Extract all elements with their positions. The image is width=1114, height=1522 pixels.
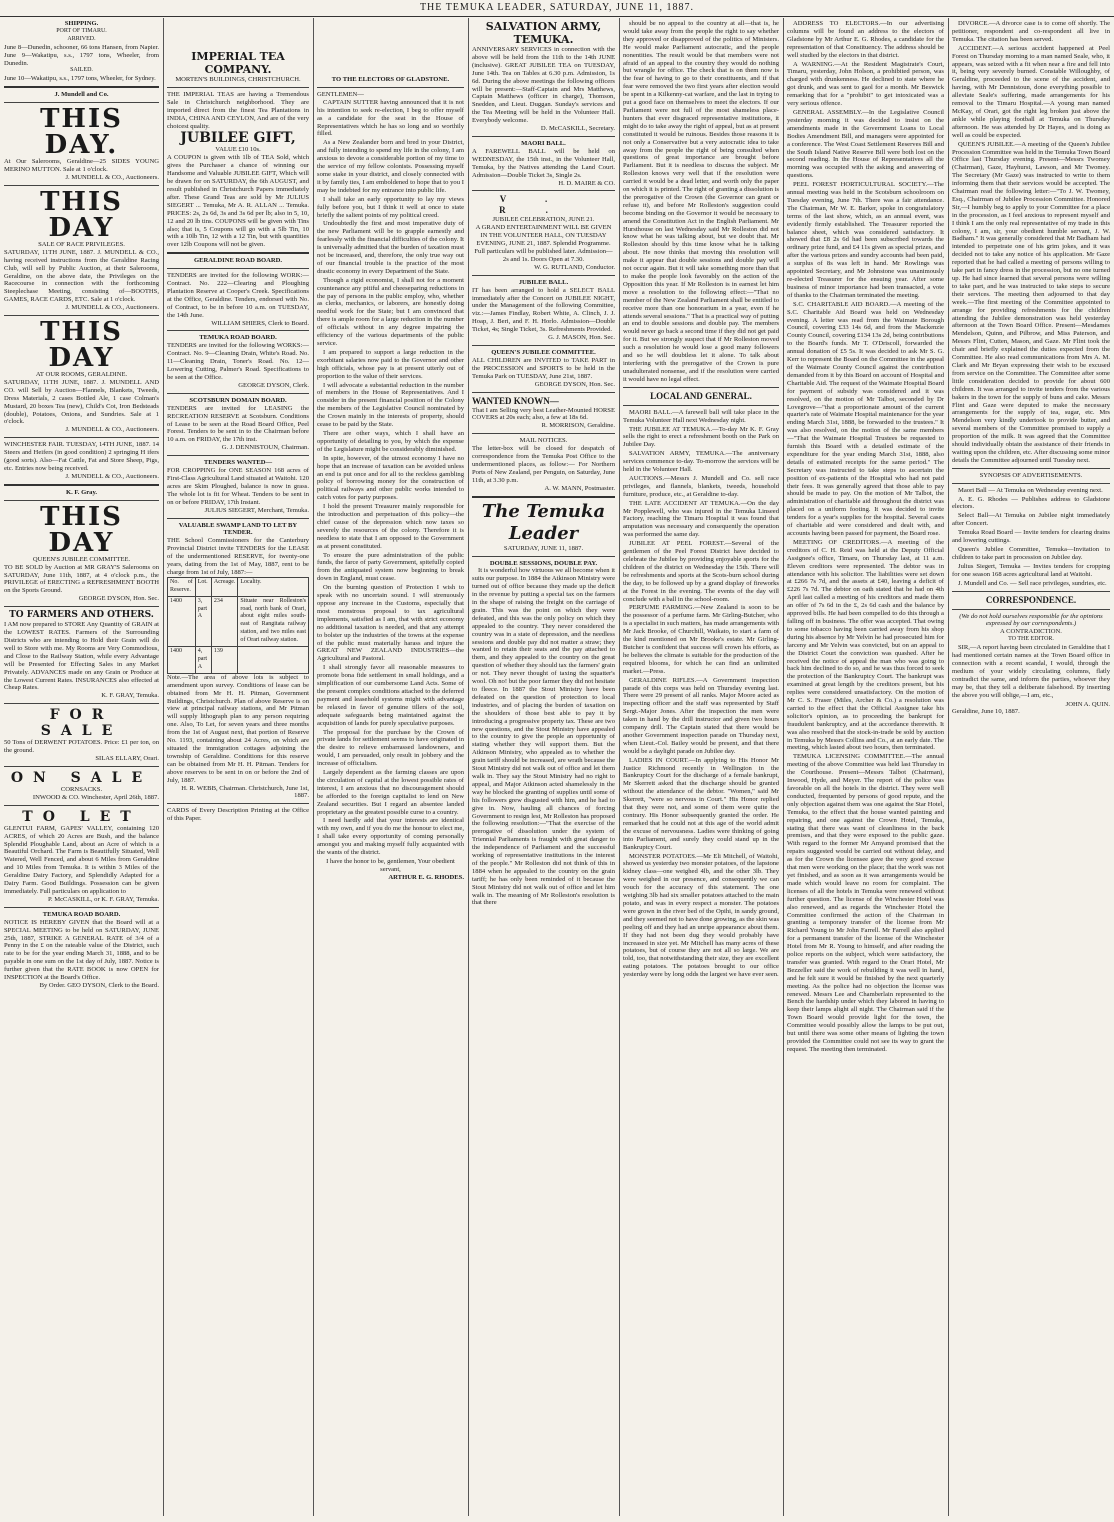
ad-body: ANNIVERSARY SERVICES in connection with the above will be held from the 11th to the 14th JUNE (inclusive). GREAT JUBILEE TEA on TUESDAY, June 14th. Tea on Tables at 6.30 p.m. Admission, 1s 6d. During the above meetings the following officers will be present:—Staff-Captain and Mrs Matthews, Captain Matthews (officer in charge), Thomson, Snedden, and Lieut. Duggan. Sunday's services and the Tea Meeting will be held in the Volunteer Hall. Everybody welcome. xyxy=(472,46,615,125)
ad-body: TENDERS are invited for the following WORK:— Contract. No. 222—Clearing and Ploughing Plantation Reserve at Cooper's Creek. Specifications at the Office, Geraldine. Tenders, endorsed with No. of Contract, to be in before 10 a.m. on TUESDAY, the 14th June. xyxy=(167,272,309,319)
ad-monogram: V. R. xyxy=(499,194,588,216)
table-header-cell: Acreage. xyxy=(211,577,237,596)
ad-headline: QUEEN'S JUBILEE COMMITTEE. xyxy=(491,349,596,356)
ad-headline: THIS DAY. xyxy=(40,104,123,161)
editorial-paragraph: should be no appeal to the country at all—that is, he would take away from the people the right to say whether they approved or disapproved of the politics of Ministers. He would make Parliament autocratic, and the people nonentities. The result would be that members were not afraid of an appeal to the country they would do nothing but wrangle for office. The check that is on them now is the fear of having to go to their constituents, and if that fear were removed the two first years after election would be spent in a Kilkenny-cat warfare, and the last in trying to put a good face on themselves to meet the electors. If our Parliament were not full of the most shameless place-hunters that ever disgraced representative institutions, it might do to take away the right of appeal, but as at present constituted it would be ruinous. Besides those reasons it is not only a Conservative but a very autocratic idea to take away from the people the right of being consulted when questions of great importance are brought before Parliament. But it is needless to discuss the subject. Mr Rolleston knows very well that if the resolution were carried it would be a dead letter, and worth only the paper on which it is printed. The right of granting a dissolution is the prerogative of the Crown (the Governor can grant or refuse it), and before Mr Rolleston's suggestion could become binding on the Governor it would be necessary to amend the Constitution Act in the English Parliament. Mr Hursthouse on last Wednesday said Mr Rolleston did not know what he was talking about, but we doubt that. Mr Rolleston should by this time know what he is talking about. He now thinks that moving this resolution will make it appear that double sessions and double pay will not occur again. But it will take something more than that to make the people look favorably on the action of the Opposition this year. If Mr Rolleston is in earnest let him move a resolution to the following effect:—"That no member of the New Zealand Parliament shall be entitled to receive more than one honorarium in a year, even if he attends several sessions." That is a practical way of putting an end to double sessions and double pay. The members would never go back a second time if they did not get paid for it. But we strongly suspect that if Mr Rolleston moved such a resolution he would lose a good many followers and so he will doubtless let it alone. To talk about interfering with the prerogative of the Crown is pure unadulterated nonsense, and if the resolution were carried it would have no legal effect. xyxy=(623,20,779,383)
ad-signature: INWOOD & CO. Winchester, April 26th, 1887. xyxy=(32,793,159,801)
ad-body: The letter-box will be closed for despatch of correspondence from the Temuka Post Office to the undermentioned places, as follow:— For Northern Ports of New Zealand, per Penguin, on Saturday, June 11th, at 3.30 p.m. xyxy=(472,445,615,484)
ad-signature: JULIUS SIEGERT, Merchant, Temuka. xyxy=(204,506,309,514)
ad-signature: G. J. DENNISTOUN, Chairman. xyxy=(221,444,309,452)
address-paragraph: Though a rigid economist, I shall not for a moment countenance any pitiful and cheeseparing reductions in the pay of persons in the public employ, who, whether as clerks, mechanics, or laborers, are honestly doing needful work for the State; but I am convinced that there is ample room for a large reduction in the number of officials without in any degree impairing the efficiency of the various departments of the public service. xyxy=(317,276,464,347)
ad-headline: THIS DAY xyxy=(40,317,123,374)
ad-signature: H. D. MAIRE & CO. xyxy=(558,179,615,187)
sailed-list: June 10—Wakatipu, s.s., 1797 tons, Wheeler, for Sydney. xyxy=(4,75,156,83)
ad-subheading: AT OUR ROOMS, GERALDINE. xyxy=(35,371,128,379)
ad-headline: THIS DAY xyxy=(40,186,123,243)
address-paragraph: The proposal for the purchase by the Crown of private lands for settlement seems to have originated in the desire to relieve embarrassed landowners, and would, I am persuaded, only result in jobbery and the increase of officialism. xyxy=(317,728,464,768)
editorial-heading: DOUBLE SESSIONS, DOUBLE PAY. xyxy=(489,559,598,567)
correspondence-heading: CORRESPONDENCE. xyxy=(985,594,1077,605)
ad-signature: G. J. MASON, Hon. Sec. xyxy=(548,334,615,342)
ad-headline: JUBILEE CELEBRATION, JUNE 21. xyxy=(492,216,595,224)
ad-signature: K. F. GRAY, Temuka. xyxy=(101,692,159,700)
news-item: PEEL FOREST HORTICULTURAL SOCIETY.—The annual meeting was held in the Scotsburn schoolroom on Tuesday evening, June 7th. There was a fair attendance. The Chairman, Mr W. E. Barker, spoke in congratulatory terms of the last show, which, as an annual event, was evidently firmly established. The Treasurer reported the balance sheet, which was considered satisfactory. It showed that £8 2s 6d had been subscribed towards the ordinary prize fund, and £4 11s given as special prizes, and after the various prizes and sundry accounts had been paid, a surplus of 8s was left in hand. Mr Rowlings was appointed Secretary, and Mr Johnstone was unanimously re-elected Treasurer for the ensuing year. After some business of minor importance had been transacted, a vote of thanks to the Chairman terminated the meeting. xyxy=(787,181,944,299)
ad-headline: TEMUKA ROAD BOARD. xyxy=(199,334,277,342)
correspondence-note: (We do not hold ourselves responsible for the opinions expressed by our correspondents.) xyxy=(959,612,1103,628)
news-item: ADDRESS TO ELECTORS.—In our advertising columns will be found an address to the electors of Gladstone by Mr Arthur E. G. Rhodes, a candidate for the representation of that Constituency. The address should be well studied by the electors in that district. xyxy=(787,20,944,59)
paper-title: The Temuka Leader xyxy=(481,500,606,544)
ad-body: A GRAND ENTERTAINMENT WILL BE GIVEN IN THE VOLUNTEER HALL, ON TUESDAY EVENING, JUNE 21, 1887. Splendid Programme. Full particulars will be published later. Admission—2s and 1s. Doors Open at 7.30. xyxy=(474,224,613,263)
table-cell: 234 xyxy=(211,596,237,646)
table-cell: 139 xyxy=(211,647,237,674)
news-item: QUEEN'S JUBILEE.—A meeting of the Queen's Jubilee Procession Committee was held in the Temuka Town Board Office last Thursday evening. Present—Messrs Twomey (Chairman), Gaze, Hayhurst, Lawson, and Mr Twomey. The Secretary (Mr Gaze) was instructed to write to them informing them that their services would be accepted. The Chairman read the following letter:—"To J. W. Twomey, Esq., Chairman of Jubilee Procession Committee. Honored Sir,—I humbly beg to apply to your Committee for a place in the procession, as I feel anxious to represent myself and I think I am the only real representative of my trade in this colony, I am, sir, your obedient humble servant, J. W. Badham." It was generally considered that Mr Badham had intended to perpetrate one of his grim jokes, and it was decided not to take any notice of his application. Mr Gaze reported that he had called a meeting of persons willing to take part in fancy dress in the procession, but no one turned up. He had since learned that several persons were willing to take part, and he was instructed to take steps to secure their services. The meeting then adjourned to that day week.—The first meeting of the Committee appointed to arrange for providing refreshments for the children attending the Jubilee demonstration was held yesterday afternoon at the Town Board Office. Present—Mesdames Mendelson, Quinn, and Pilbrow, and Miss Paterson, and Messrs Flint, Cutten, Mason, and Gaze. Mr Flint took the chair and briefly explained the duties expected from the Committee. He also read communications from Mrs A. M. Clark and Mr Bryan expressing their wish to be excused from service on the Committee. The Committee after some little consideration decided to provide for about 600 children. It was arranged to invite tenders from the various bakers in the town for the supply of buns and cake. Messrs Flint and Gaze were deputed to make the necessary arrangements for the supply of tea, sugar, etc. Mrs Mendelson very kindly undertook to provide butter, and several members of the Committee promised to supply a proportion of the milk. It was agreed that the Committee should individually obtain the assistance of their friends in waiting upon the children, etc. After discussing some minor details the Committee adjourned until Tuesday next. xyxy=(952,140,1110,464)
ad-headline: WANTED KNOWN— xyxy=(472,395,559,406)
synopsis-item: Select Ball—At Temuka on Jubilee night immediately after Concert. xyxy=(952,512,1110,528)
ad-subheading: MORTEN'S BUILDINGS, CHRISTCHURCH. xyxy=(175,76,301,83)
ad-headline: MAIL NOTICES. xyxy=(519,437,568,445)
ad-body: IT has been arranged to hold a SELECT BALL immediately after the Concert on JUBILEE NIGHT, under the Management of the following Committee, viz.:—James Findlay, Robert White, A. Clinch, J. J. Hoap, J. Beri, and F. H. Horlo. Admission—Double Ticket, 4s; Single Ticket, 3s. Refreshments Provided. xyxy=(472,286,615,334)
port-heading: PORT OF TIMARU. xyxy=(56,27,107,34)
ad-body: CARDS of Every Description Printing at the Office of this Paper. xyxy=(167,807,309,823)
table-row xyxy=(168,596,309,646)
letter-date: Geraldine, June 10, 1887. xyxy=(952,708,1020,716)
table-cell: 1400 xyxy=(168,596,196,646)
ad-headline: SCOTSBURN DOMAIN BOARD. xyxy=(189,396,287,404)
ad-signature: J. MUNDELL & CO., Auctioneers. xyxy=(65,173,159,181)
address-paragraph: As a New Zealander born and bred in your District, and fully intending to spend my life in the colony, I am anxious to devote a considerable portion of my time to the service of my fellow colonists. Possessing myself some stake in your district, and closely connected with it by family ties, I am emboldened to hope that to you I may be indebted for my entrance into public life. xyxy=(317,139,464,194)
ad-signature: By Order. GEO DYSON, Clerk to the Board. xyxy=(39,981,159,989)
address-paragraph: Undoubtedly the first and most imperative duty of the new Parliament will be to grapple earnestly and fearlessly with the financial difficulties of the colony. It is universally admitted that the burden of taxation must not be increased, and, therefore, the only true way out of our financial trouble is the practice of the most drastic economy in every Department of the State. xyxy=(317,220,464,275)
news-item: GENERAL ASSEMBLY.—In the Legislative Council yesterday morning it was decided to insist on the amendments made in the Government Loans to Local Bodies Amendment Bill, and managers were appointed for a conference. The West Coast Settlement Reserves Bill and the South Island Native Reserve Bill were both lost on the second reading. In the House of Representatives all the morning was occupied with the asking and answering of questions. xyxy=(787,108,944,180)
ad-headline: TO LET xyxy=(22,808,141,825)
ad-auctioneer-name: J. Mundell and Co. xyxy=(54,91,109,99)
news-item: PERFUME FARMING.—New Zealand is soon to be the possessor of a perfume farm. Mr Girling-Butcher, who is a specialist in such matters, has made arrangements with Mr Jack Brooke, of Churchill, Waikato, to start a farm of the kind mentioned on Mr Brooke's estate. Mr Girling-Butcher is confident that success will crown his efforts, as he believes the climate is suitable for the production of the required blooms, for which he can find an unlimited market.—Press. xyxy=(623,604,779,675)
address-paragraph: CAPTAIN SUTTER having announced that it is not his intention to seek re-election, I beg to offer myself as a candidate for the seat in the House of Representatives which he has so long and so worthily filled. xyxy=(317,98,464,138)
ad-signature: GEORGE DYSON, Clerk. xyxy=(238,381,309,389)
column-7 xyxy=(948,18,1114,1516)
address-paragraph: Largely dependent as the farming classes are upon the circulation of capital at the lowest possible rates of interest, I am anxious that no discouragement should be afforded to the foreign capitalist to lend on New Zealand securities. But I regard an absentee landed proprietary as the greatest possible curse to a country. xyxy=(317,769,464,816)
address-paragraph: In spite, however, of the utmost economy I have no hope that an increase of taxation can be avoided unless an end is put once and for all to the reckless gambling policy of borrowing money for the construction of political railways and other public works intended to catch votes for party purposes. xyxy=(317,454,464,502)
ad-signature: GEORGE DYSON, Hon. Sec. xyxy=(78,595,159,603)
news-item: TEMUKA LICENSING COMMITTEE.—The annual meeting of the above Committee was held last Thursday in the Courthouse. Present—Messrs Talbot (Chairman), Inwood, Hyde, and Meyer. The report of the police was favorable on all the hotels in the district. They were well conducted, frequented by persons of good repute, and the only objection against them was one against the Star Hotel, Temuka, to the effect that the house wanted painting and repairing, and one against the Crown Hotel, Temuka, stating that there was want of cleanliness in the back premises, and that they were exposed to the public gaze. With regard to the former Mr Amyand promised that the repairs suggested would be carried out without delay, and as for the Crown the licensee gave the very good excuse that men were working on the place; that the work was not yet finished, and as soon as it was arrangements would be made which would leave no room for complaint. The licenses of all the hotels in Temuka were renewed without further question. The license of the Winchester Hotel was also renewed, and as regards the Winchester Hotel the Committee confirmed the action of the Chairman in granting a temporary transfer of the license from Mr Richard Young to Mr John Farrell. Mr Farrell also applied for a permanent transfer of the license of the Winchester Hotel from Mr R. Young to himself, and after reading the police reports on the subject, which were satisfactory, the transfer was granted. With regard to the Orari Hotel, Mr Bezzeller said the work of rebuilding it was well in hand, and he felt sure it would be finished by the next quarterly meeting. As the police had no objection the license was renewed. Messrs Lee and Chamberlain represented to the Bench the hardship under which they labored in having to keep their lamps alight all night. The Chairman said if the Town Board would provide light for the town, the Committee would possibly allow the lamps to be put out, but until there was some other means of lighting the town provided the Committee could not see its way to grant the request. The meeting then terminated. xyxy=(787,753,944,1053)
table-cell: 4, part A xyxy=(195,647,211,674)
ad-signature: W. G. RUTLAND, Conductor. xyxy=(534,263,615,271)
ad-signature: A. W. MANN, Postmaster. xyxy=(544,484,615,492)
table-cell: Situate near Rolleston's road, north bank of Orari, about eight miles south-east of Rangitata railway station, and two miles east of Orari railway station. xyxy=(238,596,309,646)
column-2 xyxy=(163,18,313,1516)
table-header-cell: No. of Reserve. xyxy=(168,577,196,596)
address-paragraph: On the burning question of Protection I wish to speak with no uncertain sound. I will strenuously oppose any increase in the Customs, especially that most monstrous proposal to tax agricultural implements, satisfied as I am, that with strict economy no additional taxation is needed, and that any attempt to bolster up the industries of the towns at the expense of the public must materially harass and injure the GREAT NEW ZEALAND INDUSTRIES—the Agricultural and Pastoral. xyxy=(317,584,464,663)
letter-signature: JOHN A. QUIN. xyxy=(1065,700,1110,708)
ad-headline: MAORI BALL. xyxy=(521,139,566,147)
news-item: MEETING OF CREDITORS.—A meeting of the creditors of C. H. Reid was held at the Deputy Official Assignee's office, Timaru, on Thursday last, at 11 a.m. Eleven creditors were represented. The debtor was in attendance with his solicitor. The liabilities were set down at £266 7s 7d, and the assets at £40, leaving a deficit of £226 7s 7d. The debtor on oath stated that he had on 4th April last called a meeting of his creditors and made them an offer of 7s 6d in the £, 2s 6d cash and the balance by approved bills. He had been compelled to do this through a falling off in business. The offer was accepted. That owing to some tobacco having been carried away from his shop during his absence by Mr Yelvin he had prosecuted him for larceny and Mr Yelvin was convicted, but on an appeal to the District Court the conviction was quashed. After he received the notice of appeal the man who was going to back him declined to do so, and he was thus forced to seek the protection of the Bankruptcy Court. The bankrupt was examined at great length by the creditors present, but his replies were considered unsatisfactory. On the motion of Mr C. S. Fraser (Miles, Archer & Co.) a resolution was carried to the effect that the Official Assignee take his solicitor's opinion, as to proceeding the bankrupt for fraudulent bankruptcy, and at the accordance therewith. It was also resolved that the stock-in-trade be sold by auction in Temuka by Messrs Collins and Co., at an early date. The meeting, which lasted about two hours, then terminated. xyxy=(787,538,944,752)
ad-body: THE IMPERIAL TEAS are having a Tremendous Sale in Christchurch neighborhood. They are imported direct from the finest Tea Plantations in INDIA, CHINA AND CEYLON, And are of the very choicest quality. xyxy=(167,90,309,130)
address-heading: TO THE ELECTORS OF GLADSTONE. xyxy=(331,76,450,83)
ad-headline: JUBILEE BALL. xyxy=(518,278,569,286)
arrived-heading: ARRIVED. xyxy=(67,35,96,42)
ad-signature: GEORGE DYSON, Hon. Sec. xyxy=(534,380,615,388)
table-header-cell: Locality. xyxy=(238,577,309,596)
synopsis-item: Julius Siegert, Temuka — Invites tenders for cropping for one season 168 acres agricultural land at Waitohi. xyxy=(952,562,1110,578)
table-cell xyxy=(238,647,309,674)
news-item: ACCIDENT.—A serious accident happened at Peel Forest on Thursday morning to a man named Seale, who, it appears, was seized with a fit when near a fire and fell into it, being very severely burned. Constable Willoughby, of Geraldine, proceeded to the scene of the accident, and having, with Mr Dennistoun, done everything possible to alleviate Seale's suffering, made arrangements for his removal to the Timaru Hospital.—A young man named McKay, of Orari, got the right leg broken just above the ankle while playing football at Temuka on Thursday afternoon. He was attended by Dr Hayes, and is doing as well as could be expected. xyxy=(952,44,1110,139)
ad-headline: FOR SALE xyxy=(40,707,123,740)
synopsis-item: Temuka Road Board — Invite tenders for clearing drains and lowering cuttings. xyxy=(952,529,1110,545)
ad-signature: D. McCASKILL, Secretary. xyxy=(540,125,615,133)
ad-body: CORNSACKS. xyxy=(60,785,103,793)
ad-headline: TENDERS WANTED— xyxy=(203,459,273,467)
ad-body: THE School Commissioners for the Canterbury Provincial District invite TENDERS for the LEASE of the undermentioned RESERVE, for twenty-one years, dating from the 1st of May, 1887, rent to be charge from 1st of July, 1887:— xyxy=(167,537,309,576)
address-paragraph: I am prepared to support a large reduction in the exorbitant salaries now paid to the Governor and other high officials, whose pay is at present utterly out of proportion to the value of their services. xyxy=(317,348,464,380)
news-item: DIVORCE.—A divorce case is to come off shortly. The petitioner, respondent and co-respondent all live in Temuka. The citation has been served. xyxy=(952,20,1110,43)
masthead: THE TEMUKA LEADER, SATURDAY, JUNE 11, 1887. xyxy=(0,0,1114,17)
ad-signature: SILAS ELLARY, Orari. xyxy=(95,755,159,763)
column-3 xyxy=(313,18,468,1516)
synopsis-item: Maori Ball — At Temuka on Wednesday evening next. xyxy=(958,486,1103,494)
news-item: LADIES IN COURT.—In applying to His Honor Mr Justice Richmond recently in Wellington in the Bankruptcy Court for the discharge of a female bankrupt, Mr Skerrett asked that the discharge should be granted without the attendance of the debtor. "Women," said Mr Skerrett, "were so nervous in Court." His Honor replied that they were not, and some of them were quite the contrary. His Honor subsequently granted the order. He remarked that he could not at this age of the world admit the excuse of nervousness. Ladies were thinking of going into Parliament, and surely they could stand up in the Bankruptcy Court. xyxy=(623,756,779,851)
table-cell: 1400 xyxy=(168,647,196,674)
ad-body: A FAREWELL BALL will be held on WEDNESDAY, the 15th inst., in the Volunteer Hall, Temuka, by the Natives attending the Land Court. Admission—Double Ticket 3s, Single 2s. xyxy=(472,147,615,179)
ad-body: FOR CROPPING for ONE SEASON 168 acres of First-Class Agricultural Land situated at Waitohi. 120 acres are Skim Ploughed, balance is now in grass. The whole lot is fit for Wheat. Tenders to be sent in on or before FRIDAY, 17th Instant. xyxy=(167,467,309,506)
ad-body: I AM now prepared to STORE Any Quantity of GRAIN at the LOWEST RATES. Farmers of the Surrounding Districts who are intending to Hold their Grain will do well to Store with me. My Rooms are Very Commodious, and Close to the Railway Station, while every Advantage will be Presented for Effecting Sales in any Market Privately. ADVANCES made on any Grain or Produce at the Lowest Current Rates. INSURANCES also effected at Cheap Rates. xyxy=(4,621,159,692)
ad-body: That I am Selling very best Leather-Mounted HORSE COVERS at 20s each; also, a few at 18s 6d. xyxy=(472,406,615,422)
paper-date: SATURDAY, JUNE 11, 1887. xyxy=(503,544,584,552)
ad-signature: J. MUNDELL & CO., Auctioneers. xyxy=(65,304,159,312)
table-row xyxy=(168,647,309,674)
ad-body: At Our Salerooms, Geraldine—25 SIDES YOUNG MERINO MUTTON. Sale at 1 o'clock. xyxy=(4,158,159,174)
ad-signature: R. MORRISON, Geraldine. xyxy=(541,422,615,430)
ad-signature: J. MUNDELL & CO., Auctioneers. xyxy=(65,472,159,480)
ad-headline: THIS DAY xyxy=(40,501,123,558)
ad-body: 50 Tons of DERWENT POTATOES. Price: £1 per ton, on the ground. xyxy=(4,739,159,755)
ad-body: A COUPON is given with 1lb of TEA Sold, which gives the Purchaser a chance of winning our Handsome and Valuable JUBILEE GIFT, Which will be drawn for on SATURDAY, the 6th AUGUST, and result published in Christchurch Papers immediately after. These Grand Teas are sold by Mr JULIUS SIEGERT ... Temuka, Mr A. R. ALLAN ... Temuka. PRICES: 2s, 2s 6d, 3s and 3s 6d per lb; also in 5, 10, 12 and 20 lb tins. COUPONS will be given with Tins also; that is, 5 Coupons will go with a 5lb Tin, 10 with a 10lb Tin, 12 with a 12 Tin, but with quantities over 12lb Coupons will not be given. xyxy=(167,154,309,249)
news-item: MONSTER POTATOES.—Mr Eli Mitchell, of Waitohi, showed us yesterday two monster potatoes, of the lapstone kidney class—one weighed 4lb, and the other 3lb. They were weighed in our presence, and consequently we can vouch for the accuracy of this statement. The one weighing 3lb had six smaller potatoes attached to the main potato, and was in every respect a monster. The potatoes were grown in the river bed of the Opihi, in sandy ground, and they seemed not to have done growing, as the skin was peeling off and they had an unripe appearance about them. If they had not been dug they would probably have increased in size yet. Mr Mitchell has many acres of these potatoes, but of course they are not all so large. We are told, too, that notwithstanding their size, they are excellent eating potatoes. The potatoes brought to our office yesterday were by long odds the largest we have ever seen. xyxy=(623,852,780,979)
ad-headline: JUBILEE GIFT, xyxy=(180,130,296,147)
shipping-heading: SHIPPING. xyxy=(64,20,99,27)
news-item: THE JUBILEE AT TEMUKA.—To-day Mr K. F. Gray sells the right to erect a refreshment booth on the Park on Jubilee Day. xyxy=(623,425,779,449)
ad-body: SATURDAY, 11TH JUNE, 1887. J. MUNDELL & CO., having received instructions from the Geraldine Racing Club, will sell by Public Auction, at their Salerooms, Geraldine, on the above date, the Privileges on the Racecourse in connection with the forthcoming Steeplechase Meeting, consisting of—BOOTHS, GAMES, RACE CARDS, ETC. Sale at 1 o'clock. xyxy=(4,248,159,304)
reserve-table xyxy=(167,577,309,674)
news-item: THE LATE ACCIDENT AT TEMUKA.—On the day Mr Popplewell, who was injured in the Temuka Linseed Factory, reaching the Timaru Hospital it was found that amputation was necessary and consequently the operation was performed the same day. xyxy=(623,499,779,539)
address-paragraph: I shall strongly favor all reasonable measures to promote bona fide settlement in small holdings, and a simplification of our cumbersome Land Acts. Some of the present complex conditions attached to the deferred payment and leasehold systems might with advantage be relaxed in favor of genuine tillers of the soil, adequate safeguards being maintained against the acquisition of lands for purely speculative purposes. xyxy=(317,664,464,727)
news-item: GERALDINE RIFLES.—A Government inspection parade of this corps was held on Thursday evening last. There were 29 present of all ranks. Major Moore acted as inspecting officer and the staff was represented by Staff Sergt.-Major Jones. After the inspection the men were taken in hand by the drill instructor and given two hours company drill. The Captain stated that there would be another Government inspection parade on Thursday next, when Lieut.-Col. Bailey would be present, and that there would be a daylight parade on Jubilee day. xyxy=(623,676,779,755)
address-paragraph: I will advocate a substantial reduction in the number of members in the House of Representatives. And I consider in the present financial position of the Colony the members of the Legislative Council nominated by the Crown mainly in the interests of property, should cease to be paid by the State. xyxy=(317,381,464,429)
synopsis-item: A. E. G. Rhodes — Publishes address to Gladstone electors. xyxy=(952,495,1110,511)
ad-signature: WILLIAM SHIERS, Clerk to Board. xyxy=(211,319,309,327)
address-signature: ARTHUR E. G. RHODES. xyxy=(388,873,464,881)
address-paragraph: I hold the present Treasurer mainly responsible for the introduction and perpetuation of this policy—the chief cause of the depression which now taxes so severely the resources of the colony. Therefore it is needless to state that I am opposed to the Government as at present constituted. xyxy=(317,503,464,550)
ad-headline: IMPERIAL TEA COMPANY. xyxy=(191,50,285,76)
sailed-heading: SAILED. xyxy=(70,67,93,74)
column-1 xyxy=(0,18,163,1516)
synopsis-heading: SYNOPSIS OF ADVERTISEMENTS. xyxy=(979,471,1083,479)
letter-to: TO THE EDITOR. xyxy=(1008,636,1054,643)
address-closing: I have the honor to be, gentlemen, Your obedient servant, xyxy=(326,858,455,873)
news-item: AUCTIONS.—Messrs J. Mundell and Co. sell race privileges, and flannels, blankets, tweeds, household furniture, produce, etc., at Geraldine to-day. xyxy=(623,474,779,498)
ad-body: GLENTUI FARM, GAPES' VALLEY, containing 120 ACRES, of which 20 Acres are Bush, and the balance Splendid Ploughable Land, about an Acre of which is a Beautiful Orchard. The Farm is Beautifully Situated, Well Watered, Well Fenced, and about 6 Miles from Geraldine and 10 Miles from Temuka. It is within 3 Miles of the Geraldine Dairy Factory, and Splendidly Adapted for a Dairy Farm. Good Buildings. Possession can be given immediately. Full particulars on application to xyxy=(4,824,159,895)
arrived-list: June 8—Dunedin, schooner, 66 tons Hansen, from Napier. June 9—Wakatipu, s.s., 1797 tons, Wheeler, from Dunedin. xyxy=(4,43,159,67)
ad-body: NOTICE IS HEREBY GIVEN that the Board will at a SPECIAL MEETING to be held on SATURDAY, JUNE 25th, 1887, STRIKE A GENERAL RATE of 3/4 of a Penny in the £ on the rateable value of the District, such rate to be for the year ending March 31, 1888, and to be payable in one sum on the 1st day of July, 1887. Notice is further given that the RATE BOOK is now OPEN for INSPECTION at the Board's Office. xyxy=(4,918,159,982)
synopsis-item: J. Mundell and Co. — Sell race privileges, sundries, etc. xyxy=(958,579,1107,587)
ad-body: WINCHESTER FAIR. TUESDAY, 14TH JUNE, 1887. 14 Steers and Heifers (in good condition) 2 springing H ifers (good sorts). Also—Fat Cattle, Fat and Store Sheep, Pigs, etc. Entries now being received. xyxy=(4,441,159,472)
news-item: SALVATION ARMY, TEMUKA.—The anniversary services commence to-day. To-morrow the services will be held in the Volunteer Hall. xyxy=(623,450,779,474)
ad-subheading: VALUE £10 10s. xyxy=(215,146,261,154)
address-paragraph: To ensure the pure administration of the public funds, the farce of party Government, spitefully copied from the antiquated system now beginning to break down in England, must cease. xyxy=(317,551,464,583)
ad-headline: TO FARMERS AND OTHERS. xyxy=(9,610,154,621)
ad-headline: ON SALE xyxy=(10,769,153,786)
letter-body: SIR,—A report having been circulated in Geraldine that I had mentioned certain names at the Town Board office in connection with a recent scandal, I would, through the medium of your widely circulating columns, flatly contradict the same, and inform the parties, whoever they may be, that they tell a deliberate falsehood. By inserting the above you will oblige,—I am, etc., xyxy=(952,644,1110,699)
ad-subheading: QUEEN'S JUBILEE COMMITTEE. xyxy=(32,555,131,563)
news-item: MAORI BALL.—A farewell ball will take place in the Temuka Volunteer Hall next Wednesday night. xyxy=(623,408,779,424)
ad-headline: VALUABLE SWAMP LAND TO LET BY TENDER. xyxy=(178,521,298,537)
address-paragraph: I shall take an early opportunity to lay my views fully before you, but I think it well at once to state briefly the salient points of my political creed. xyxy=(317,195,464,219)
local-heading: LOCAL AND GENERAL. xyxy=(650,390,752,401)
table-cell: 3, part A xyxy=(195,596,211,646)
ad-signature: H. R. WEBB, Chairman. Christchurch, June 1st, 1887. xyxy=(181,784,309,800)
ad-body: TO BE SOLD by Auction at MR GRAY'S Salerooms on SATURDAY, June 11th, 1887, at 4 o'clock p.m., the PRIVILEGE of ERECTING a REFRESHMENT BOOTH on the Sports Ground. xyxy=(4,563,159,595)
ad-body: Note.—The area of above lots is subject to amendment upon survey. Conditions of lease can be obtained from Mr H. H. Pitman, Government Buildings, Christchurch. Plan of above Reserve is on view at principal railway stations, and Mr Pitman will supply lithograph plan to any person requiring one. Also, To Let, for seven years and three months from the 1st of August next, that portion of Reserve No. 1193, containing about 24 Acres, on which are situated the immigration cottages adjoining the township of Geraldine. Conditions for this reserve can be obtained from Mr H. H. Pitman. Tenders for above reserves to be sent in on or before the 2nd of July, 1887. xyxy=(167,673,309,784)
ad-auctioneer-name: K. F. Gray. xyxy=(65,488,98,496)
ad-body: SATURDAY, 11TH JUNE, 1887. J. MUNDELL AND CO. will Sell by Auction—Flannels, Blankets, Tweeds, Dress Materials, 2 cases Bottled Ale, 1 case Colman's Mustard, 20 boxes Tea (new), Child's Cot, Iron Bedsteads (double), Potatoes, Onions, and Sundries. Sale at 1 o'clock. xyxy=(4,378,159,426)
column-5 xyxy=(619,18,783,1516)
column-6 xyxy=(783,18,948,1516)
ad-headline: TEMUKA ROAD BOARD. xyxy=(42,910,121,918)
ad-body: TENDERS are invited for the following WORKS:— Contract. No. 9—Cleaning Drain, White's Road. No. 11—Cleaning Drain, Toner's Road. No. 12—Lowering Cutting, Palmer's Road. Specifications to be seen at the Office. xyxy=(167,342,309,381)
column-4 xyxy=(468,18,619,1516)
table-header-row xyxy=(168,577,309,596)
letter-title: A CONTRADICTION. xyxy=(1000,628,1062,636)
ad-headline: GERALDINE ROAD BOARD. xyxy=(193,257,283,265)
address-paragraph: There are other ways, which I shall have an opportunity of detailing to you, by which the expense of the Legislature might be considerably diminished. xyxy=(317,429,464,453)
address-salutation: GENTLEMEN— xyxy=(317,90,364,98)
ad-signature: J. MUNDELL & CO., Auctioneers. xyxy=(65,426,159,434)
synopsis-item: Queen's Jubilee Committee, Temuka—Invitation to children to take part in procession on Jubilee day. xyxy=(952,546,1110,561)
ad-subheading: SALE OF RACE PRIVILEGES. xyxy=(38,240,125,248)
news-item: S.C. CHARITABLE AID BOARD.—A meeting of the S.C. Charitable Aid Board was held on Wednesday evening. A letter was read from the Waimate Borough Council, covering £33 14s 6d, and from the Mackenzie County Council, covering £134 13s 2d, being contributions to the Board's funds. Mr T. O'Driscoll, forwarded the annual donation of £5 5s. It was decided to ask Mr S. G. Kerr to represent the Board on the Committee in the appeal of the Waimate County Council against the contribution demanded from it by this Board on account of Hospital and Charitable Aid. The request of the Waimate Hospital Board for payment of subsidy was considered and it was resolved, on the motion of Mr Talbot, seconded by Dr Lovegrove—"that a proportionate amount of the current quarter's rate of Waimate Hospital maintenance for the year ending March 31st, 1888, be forwarded to the trustees." It was also resolved, on the motion of the same members—"That the Waimate Hospital Trustees be requested to furnish this Board with a detailed estimate of the expenditure for the year ending March 31st, 1888, also details of estimated receipts for the same period." The Secretary was instructed to take steps to ascertain the position of ex-patients of the Hospital who had not paid their fees. It was generally agreed that those able to pay should be made to pay. On the motion of Mr Talbot, the administration of charitable aid throughout the district was placed on a uniform footing. It was decided to invite tenders for a year's supplies for the hospital. Several cases of charitable aid were considered and dealt with, and accounts having been passed for payment, the Board rose. xyxy=(787,300,944,537)
news-item: A WARNING.—At the Resident Magistrate's Court, Timaru, yesterday, John Holson, a prohibited person, was charged with drunkenness. He declined to state where he got drunk, and was sent to gaol for a month. Mr Beswick remarking that for a "prohibit" to get intoxicated was a very serious offence. xyxy=(787,60,944,108)
ad-headline: SALVATION ARMY, TEMUKA. xyxy=(485,20,602,46)
table-header-cell: Lot. xyxy=(195,577,211,596)
ad-body: ALL CHILDREN are INVITED to TAKE PART in the PROCESSION and SPORTS to be held in the Temuka Park on TUESDAY, June 21st, 1887. xyxy=(472,356,615,380)
address-paragraph: I need hardly add that your interests are identical with my own, and if you do me the honour to elect me, I shall take every opportunity of coming personally amongst you and making myself fully acquainted with the wants of the district. xyxy=(317,817,464,857)
ad-signature: P. McCASKILL, or K. F. GRAY, Temuka. xyxy=(48,895,159,903)
ad-body: TENDERS are invited for LEASING the RECREATION RESERVE at Scotsburn. Conditions of Lease to be seen at the Road Board Office, Peel Forest. Tenders to be sent in to the Chairman before 10 a.m. on FRIDAY, the 17th inst. xyxy=(167,404,309,444)
news-item: JUBILEE AT PEEL FOREST.—Several of the gentlemen of the Peel Forest District have decided to celebrate the Jubilee by providing enjoyable sports for the children of the district on Wednesday the 15th. There will be refreshments and sports at the Scots-burn school during the day, to be followed up by a grand display of fireworks at the Forest in the evening. The events of the day will conclude with a ball in the school-room. xyxy=(623,540,779,603)
editorial-paragraph: It is wonderful how virtuous we all become when it suits our purpose. In 1884 the Atkinson Ministry were turned out of office because they made up the deficit in the revenue by putting a special tax on the farmers in the shape of raising the freight on the carriage of grain. This was the point on which they were defeated, and this was the only policy on which they appealed to the country. They never considered the country was in a state of depression, and the needless sessions and double pay did not matter a straw; they wanted to retain their seats and the pay attached to them, and they appealed to the country on the great question of whether they should tax the farmers' grain or not. They never thought of taxing the squatter's wool. Oh no! but the poor farmer they did not hesitate to fleece. In 1887 the Stout Ministry have been defeated on the question of protection to local industries, and of placing the burden of taxation on the shoulders of those best able to pay it by introducing a progressive property tax. These are two new questions, and the Stout Ministry have appealed to the country to give the people an opportunity of stating whether they will support them. But the Atkinson Ministry, who appealed as to whether the grain tariff should be increased, are wrath because the Stout Ministry did not walk out of office and let them walk in. They say the Stout Ministry had no right to appeal, and Major Atkinson acted shamelessly in the way he blocked the granting of supplies until some of his followers grew disgusted with him, and he had to give in. Now, hauling all chances of forcing Government to resign lest, Mr Rolleston has proposed the following resolution:—"That the exercise of the prerogative of dissolution under the system of Triennial Parliaments is fraught with great danger to the independence of Parliament and the successful working of representative institutions in the interest of the people." Mr Rolleston did not think of this in 1884 when he appealed to the country on the grain tariff; he has only been reminded of it because the Stout Ministry did not walk out of office and let him walk in. The meaning of Mr Rolleston's resolution is that there xyxy=(472,567,615,907)
